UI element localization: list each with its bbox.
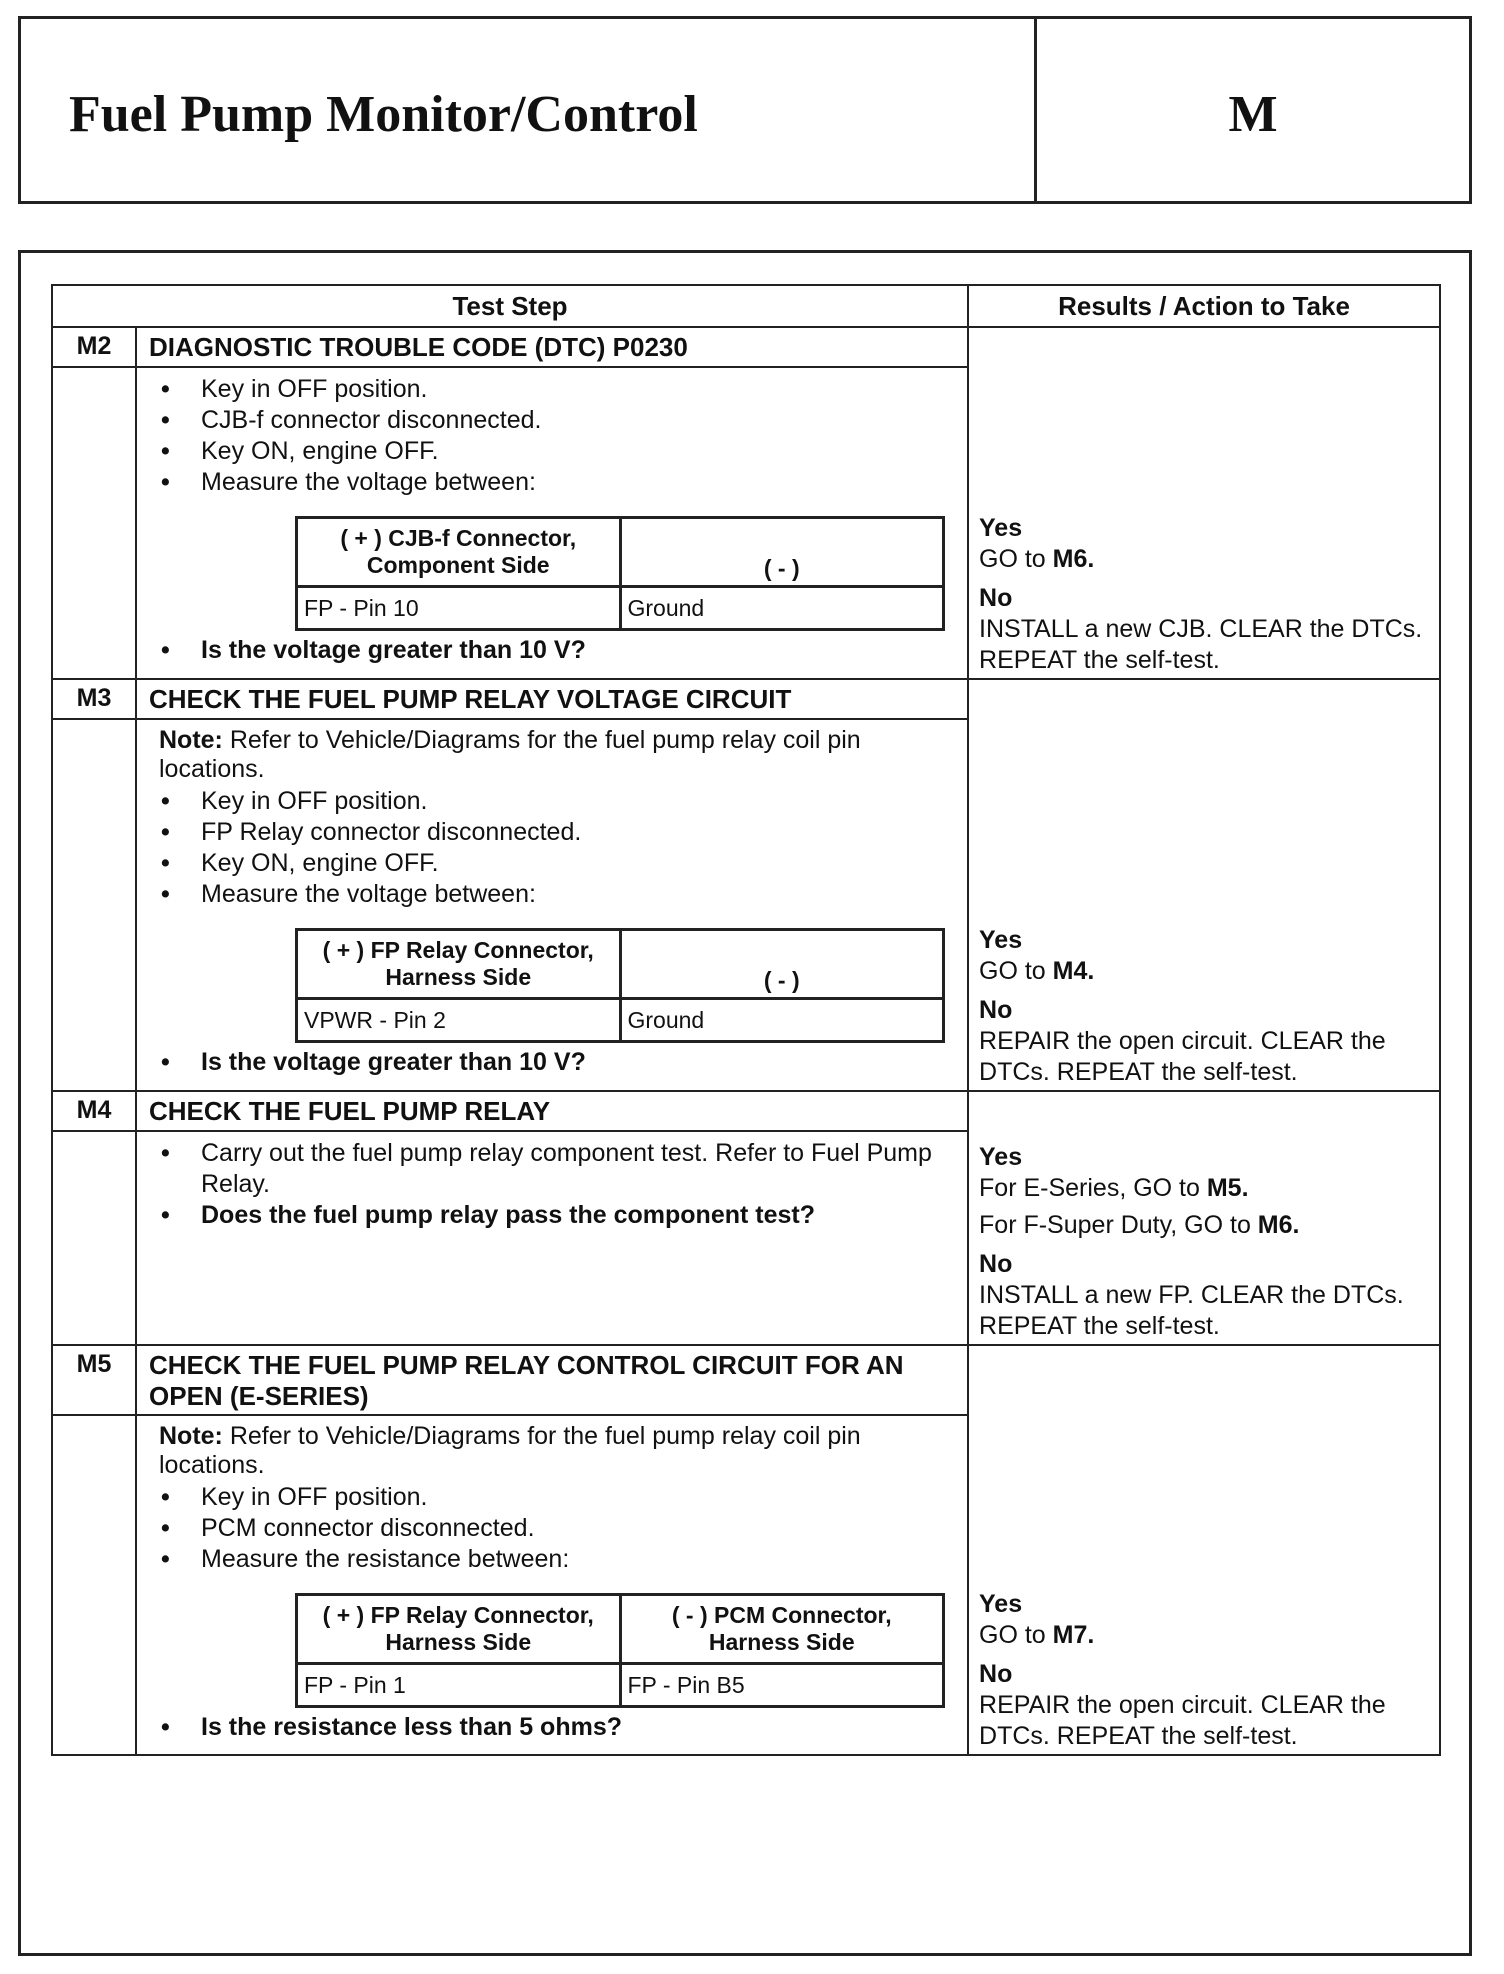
step-title-row	[52, 1345, 1440, 1415]
result-yes-text: GO to	[979, 545, 1046, 573]
positive-probe-header: ( + ) FP Relay Connector, Harness Side	[297, 1595, 621, 1664]
document-header	[18, 16, 1472, 204]
list-item: • Key ON, engine OFF.	[159, 436, 953, 467]
step-id: M2	[52, 327, 136, 367]
step-body	[136, 719, 968, 1091]
step-body	[136, 1415, 968, 1755]
results-header: Results / Action to Take	[968, 285, 1440, 327]
result-yes-target: M6.	[1052, 545, 1095, 573]
step-title-row	[52, 1091, 1440, 1131]
diagnostic-table	[51, 284, 1441, 1756]
list-item: • Measure the voltage between:	[159, 879, 953, 910]
list-item: • Key in OFF position.	[159, 374, 953, 405]
step-title: CHECK THE FUEL PUMP RELAY	[136, 1091, 968, 1131]
measurement-table	[295, 928, 945, 1043]
result-no-text: REPAIR the open circuit. CLEAR the DTCs. REPEAT the self-test.	[979, 1027, 1386, 1086]
note-text: Refer to Vehicle/Diagrams for the fuel pump relay coil pin locations.	[159, 726, 861, 783]
table-header-row	[52, 285, 1440, 327]
result-yes-label: Yes	[979, 1590, 1023, 1618]
negative-probe-value: Ground	[620, 999, 944, 1042]
result-no-text: INSTALL a new FP. CLEAR the DTCs. REPEAT the self-test.	[979, 1281, 1404, 1340]
negative-probe-header: ( - )	[620, 930, 944, 999]
result-yes-text: GO to	[979, 1621, 1046, 1649]
step-note	[159, 1422, 953, 1480]
positive-probe-value: FP - Pin 1	[297, 1664, 621, 1707]
result-yes-label: Yes	[979, 514, 1023, 542]
step-result	[968, 327, 1440, 679]
result-yes-target-alt: M6.	[1257, 1211, 1300, 1239]
instruction-list	[159, 786, 953, 910]
step-id: M5	[52, 1345, 136, 1415]
page-title: Fuel Pump Monitor/Control	[69, 86, 698, 143]
result-no-label: No	[979, 1250, 1013, 1278]
list-item: • Measure the voltage between:	[159, 467, 953, 498]
section-letter: M	[1228, 86, 1278, 143]
result-yes-target: M7.	[1052, 1621, 1095, 1649]
negative-probe-value: Ground	[620, 587, 944, 630]
result-yes-label: Yes	[979, 1143, 1023, 1171]
result-no-text: INSTALL a new CJB. CLEAR the DTCs. REPEAT the self-test.	[979, 615, 1423, 674]
step-title-row	[52, 679, 1440, 719]
measurement-table	[295, 1593, 945, 1708]
positive-probe-header: ( + ) FP Relay Connector, Harness Side	[297, 930, 621, 999]
positive-probe-value: VPWR - Pin 2	[297, 999, 621, 1042]
note-label: Note:	[159, 726, 223, 754]
list-item: • PCM connector disconnected.	[159, 1513, 953, 1544]
instruction-list	[159, 1138, 953, 1231]
result-yes-target: M4.	[1052, 957, 1095, 985]
step-id: M3	[52, 679, 136, 719]
test-step-header: Test Step	[52, 285, 968, 327]
list-item: • Carry out the fuel pump relay component test. Refer to Fuel Pump Relay.	[159, 1138, 953, 1200]
instruction-list	[159, 1482, 953, 1575]
result-yes-text-alt: For F-Super Duty, GO to	[979, 1211, 1251, 1239]
step-body	[136, 367, 968, 679]
step-question: • Is the voltage greater than 10 V?	[159, 1047, 953, 1078]
positive-probe-value: FP - Pin 10	[297, 587, 621, 630]
step-result	[968, 1345, 1440, 1755]
step-note	[159, 726, 953, 784]
result-yes-target: M5.	[1206, 1174, 1249, 1202]
negative-probe-value: FP - Pin B5	[620, 1664, 944, 1707]
result-no-text: REPAIR the open circuit. CLEAR the DTCs. REPEAT the self-test.	[979, 1691, 1386, 1750]
negative-probe-header: ( - )	[620, 518, 944, 587]
step-result	[968, 1091, 1440, 1345]
step-title: CHECK THE FUEL PUMP RELAY CONTROL CIRCUIT FOR AN OPEN (E-SERIES)	[136, 1345, 968, 1415]
list-item: • CJB-f connector disconnected.	[159, 405, 953, 436]
measurement-table	[295, 516, 945, 631]
instruction-list	[159, 374, 953, 498]
step-question: • Is the voltage greater than 10 V?	[159, 635, 953, 666]
result-yes-text: GO to	[979, 957, 1046, 985]
step-body	[136, 1131, 968, 1345]
list-item: • Key in OFF position.	[159, 786, 953, 817]
step-id: M4	[52, 1091, 136, 1131]
result-yes-label: Yes	[979, 926, 1023, 954]
step-title: CHECK THE FUEL PUMP RELAY VOLTAGE CIRCUIT	[136, 679, 968, 719]
positive-probe-header: ( + ) CJB-f Connector, Component Side	[297, 518, 621, 587]
result-no-label: No	[979, 584, 1013, 612]
note-text: Refer to Vehicle/Diagrams for the fuel pump relay coil pin locations.	[159, 1422, 861, 1479]
list-item: • Measure the resistance between:	[159, 1544, 953, 1575]
step-question: • Is the resistance less than 5 ohms?	[159, 1712, 953, 1743]
result-yes-text: For E-Series, GO to	[979, 1174, 1200, 1202]
negative-probe-header: ( - ) PCM Connector, Harness Side	[620, 1595, 944, 1664]
list-item: • FP Relay connector disconnected.	[159, 817, 953, 848]
step-result	[968, 679, 1440, 1091]
result-no-label: No	[979, 996, 1013, 1024]
step-title: DIAGNOSTIC TROUBLE CODE (DTC) P0230	[136, 327, 968, 367]
step-title-row	[52, 327, 1440, 367]
list-item: • Key in OFF position.	[159, 1482, 953, 1513]
list-item: • Key ON, engine OFF.	[159, 848, 953, 879]
step-question: • Does the fuel pump relay pass the component test?	[159, 1200, 953, 1231]
note-label: Note:	[159, 1422, 223, 1450]
result-no-label: No	[979, 1660, 1013, 1688]
